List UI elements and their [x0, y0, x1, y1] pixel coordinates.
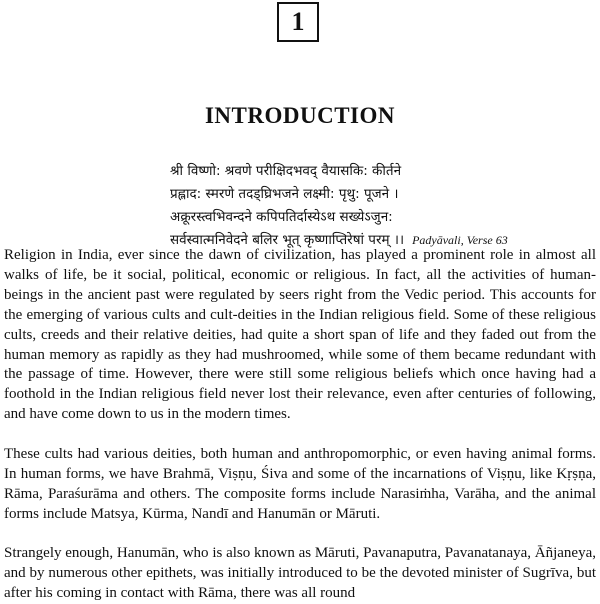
verse-line: प्रह्लाद: स्मरणे तदड्घ्रिभजने लक्ष्मी: पृथु: पूजने । — [170, 186, 399, 202]
sanskrit-verse — [170, 160, 508, 252]
verse-source: Padyāvali, Verse 63 — [412, 233, 508, 247]
chapter-number: 1 — [291, 7, 305, 36]
body-paragraph: Religion in India, ever since the dawn of civilization, has played a prominent role in almost all walks of life, be it social, political, economic or religious. In fact, all the activities of human-beings in the ancient past were regulated by seers right from the Vedic period. This accounts for the emerging of various cults and cult-deities in the Indian religious field. Some of these religious cults, creeds and their relative deities, had quite a short span of life and they faded out from the human memory as rapidly as they had mushroomed, while some of them became redundant with the passage of time. However, there were still some religious beliefs which once having had a foothold in the Indian religious field never lost their relevance, even after centuries of following, and have come down to us in the modern times. — [4, 247, 596, 423]
body-paragraph: Strangely enough, Hanumān, who is also known as Māruti, Pavanaputra, Pavanatanaya, Āñjaneya, and by numerous other epithets, was initially introduced to be the devoted minister of Sugrīva, but after his coming in contact with Rāma, there was all round — [4, 545, 596, 601]
body-paragraph: These cults had various deities, both human and anthropomorphic, or even having animal forms. In human forms, we have Brahmā, Viṣṇu, Śiva and some of the incarnations of Viṣṇu, like Kṛṣṇa, Rāma, Paraśurāma and others. The composite forms include Narasiṁha, Varāha, and the animal forms include Matsya, Kūrma, Nandī and Hanumān or Māruti. — [4, 446, 596, 522]
verse-line: श्री विष्णो: श्रवणे परीक्षिदभवद् वैयासकि: कीर्तने — [170, 163, 402, 179]
verse-line: अक्रूरस्त्वभिवन्दने कपिपतिर्दास्येऽथ सख्येऽजुन: — [170, 209, 393, 225]
chapter-title: INTRODUCTION — [204, 103, 396, 128]
chapter-number-box — [277, 2, 319, 42]
verse-line-text: सर्वस्वात्मनिवेदने बलिर भूत् कृष्णाप्तिरेषां परम् ।। — [170, 232, 405, 248]
